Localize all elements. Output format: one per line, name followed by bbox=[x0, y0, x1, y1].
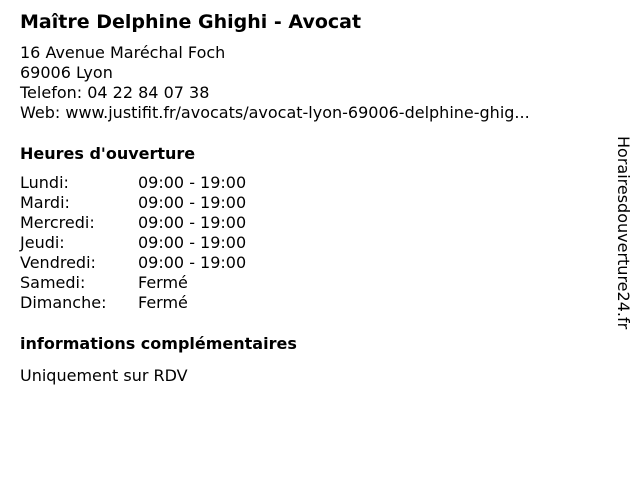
hours-heading: Heures d'ouverture bbox=[20, 144, 196, 163]
day-label: Vendredi: bbox=[20, 253, 96, 272]
time-value: Fermé bbox=[138, 273, 188, 292]
info-text: Uniquement sur RDV bbox=[20, 366, 188, 385]
street-address: 16 Avenue Maréchal Foch bbox=[20, 43, 226, 62]
day-label: Mercredi: bbox=[20, 213, 95, 232]
hours-row-friday bbox=[20, 253, 246, 273]
day-label: Dimanche: bbox=[20, 293, 107, 312]
hours-row-tuesday bbox=[20, 193, 246, 213]
site-watermark bbox=[612, 136, 634, 346]
time-value: 09:00 - 19:00 bbox=[138, 173, 247, 192]
page-title: Maître Delphine Ghighi - Avocat bbox=[20, 11, 362, 33]
phone-number: Telefon: 04 22 84 07 38 bbox=[20, 83, 210, 102]
contact-block bbox=[20, 43, 530, 123]
hours-row-thursday bbox=[20, 233, 246, 253]
hours-row-saturday bbox=[20, 273, 246, 293]
time-value: Fermé bbox=[138, 293, 188, 312]
day-label: Jeudi: bbox=[20, 233, 65, 252]
city-address: 69006 Lyon bbox=[20, 63, 113, 82]
watermark-text: Horairesdouverture24.fr bbox=[614, 136, 633, 330]
opening-hours-table bbox=[20, 173, 246, 313]
time-value: 09:00 - 19:00 bbox=[138, 193, 247, 212]
website-link: Web: www.justifit.fr/avocats/avocat-lyon-69006-delphine-ghig... bbox=[20, 103, 530, 122]
hours-row-sunday bbox=[20, 293, 246, 313]
time-value: 09:00 - 19:00 bbox=[138, 233, 247, 252]
day-label: Mardi: bbox=[20, 193, 70, 212]
day-label: Lundi: bbox=[20, 173, 69, 192]
time-value: 09:00 - 19:00 bbox=[138, 213, 247, 232]
day-label: Samedi: bbox=[20, 273, 86, 292]
hours-row-monday bbox=[20, 173, 246, 193]
hours-row-wednesday bbox=[20, 213, 246, 233]
info-heading: informations complémentaires bbox=[20, 334, 297, 353]
time-value: 09:00 - 19:00 bbox=[138, 253, 247, 272]
